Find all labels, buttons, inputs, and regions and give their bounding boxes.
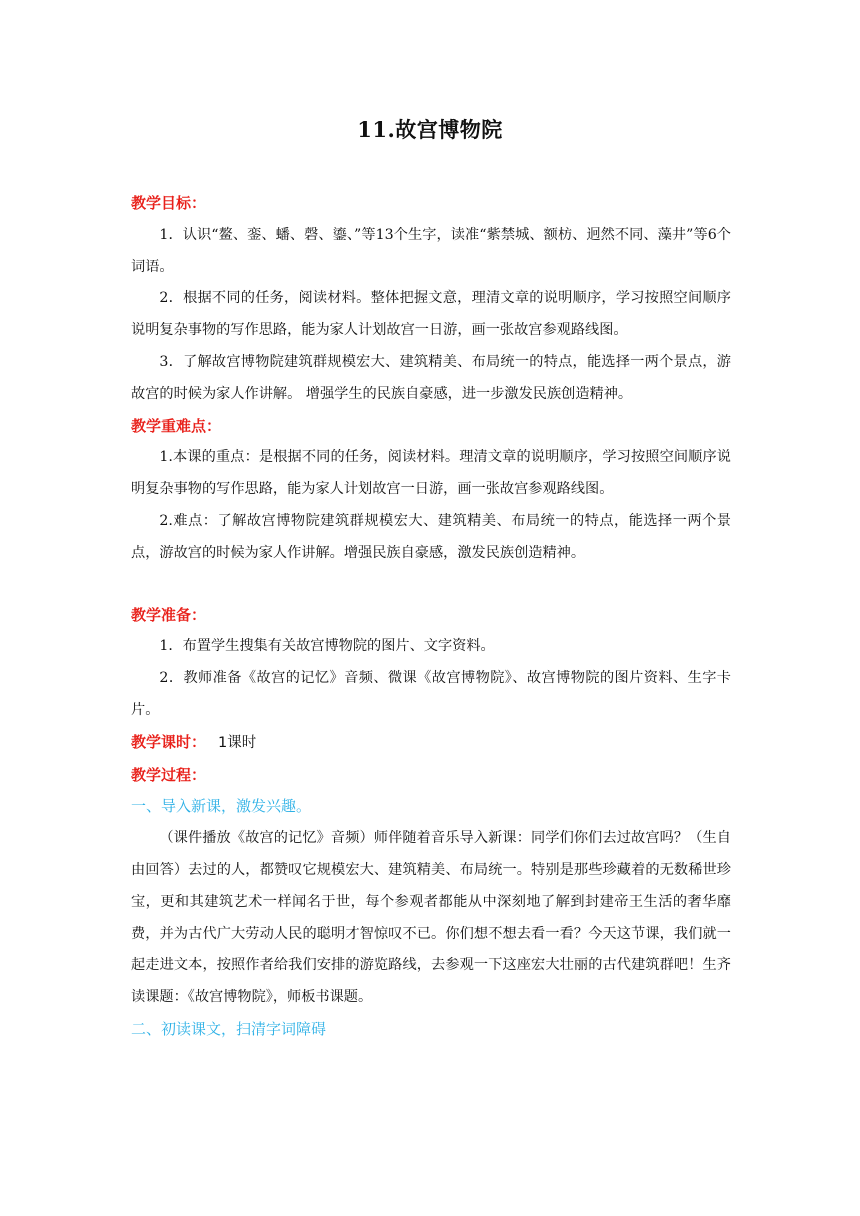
page-title: 11.故宫博物院 — [357, 117, 503, 142]
objective-item-3: 3．了解故宫博物院建筑群规模宏大、建筑精美、布局统一的特点，能选择一两个景点，游故宫的时候为家人作讲解。 增强学生的民族自豪感，进一步激发民族创造精神。 — [131, 353, 731, 402]
duration-heading: 教学课时： — [131, 732, 207, 751]
duration-value: 1课时 — [218, 734, 257, 751]
spacer — [131, 570, 731, 600]
process-heading: 教学过程： — [131, 765, 207, 784]
section-1-heading: 一、导入新课，激发兴趣。 — [131, 797, 312, 816]
key-point-item-1: 1.本课的重点：是根据不同的任务，阅读材料。理清文章的说明顺序，学习按照空间顺序说明复杂事物的写作思路，能为家人计划故宫一日游，画一张故宫参观路线图。 — [131, 449, 731, 498]
preparation-item-2: 2．教师准备《故宫的记忆》音频、微课《故宫博物院》、故宫博物院的图片资料、生字卡片。 — [131, 670, 731, 718]
objective-item-1: 1．认识“鳌、銮、蟠、磬、鎏、”等13个生字，读准“紫禁城、额枋、迥然不同、藻井”等6个词语。 — [131, 226, 731, 275]
objectives-heading: 教学目标： — [131, 194, 207, 212]
preparation-heading: 教学准备： — [131, 605, 207, 624]
document-body — [131, 188, 731, 1046]
preparation-item-1: 1．布置学生搜集有关故宫博物院的图片、文字资料。 — [159, 638, 495, 655]
duration-line — [131, 727, 731, 760]
key-point-item-2: 2.难点：了解故宫博物院建筑群规模宏大、建筑精美、布局统一的特点，能选择一两个景点，游故宫的时候为家人作讲解。增强民族自豪感，激发民族创造精神。 — [131, 512, 731, 561]
objective-item-2: 2．根据不同的任务，阅读材料。整体把握文意，理清文章的说明顺序，学习按照空间顺序说明复杂事物的写作思路，能为家人计划故宫一日游，画一张故宫参观路线图。 — [131, 290, 731, 339]
section-2-heading: 二、初读课文，扫清字词障碍 — [131, 1019, 327, 1038]
section-1-text: （课件播放《故宫的记忆》音频）师伴随着音乐导入新课：同学们你们去过故宫吗？（生自由回答）去过的人，都赞叹它规模宏大、建筑精美、布局统一。特别是那些珍藏着的无数稀世珍宝，更和其建筑艺术一样闻名于世，每个参观者都能从中深刻地了解到封建帝王生活的奢华靡费，并为古代广大劳动人民的聪明才智惊叹不已。你们想不想去看一看？今天这节课，我们就一起走进文本，按照作者给我们安排的游览路线，去参观一下这座宏大壮丽的古代建筑群吧！生齐读课题：《故宫博物院》，师板书课题。 — [131, 830, 731, 1006]
key-points-heading: 教学重难点： — [131, 416, 222, 435]
